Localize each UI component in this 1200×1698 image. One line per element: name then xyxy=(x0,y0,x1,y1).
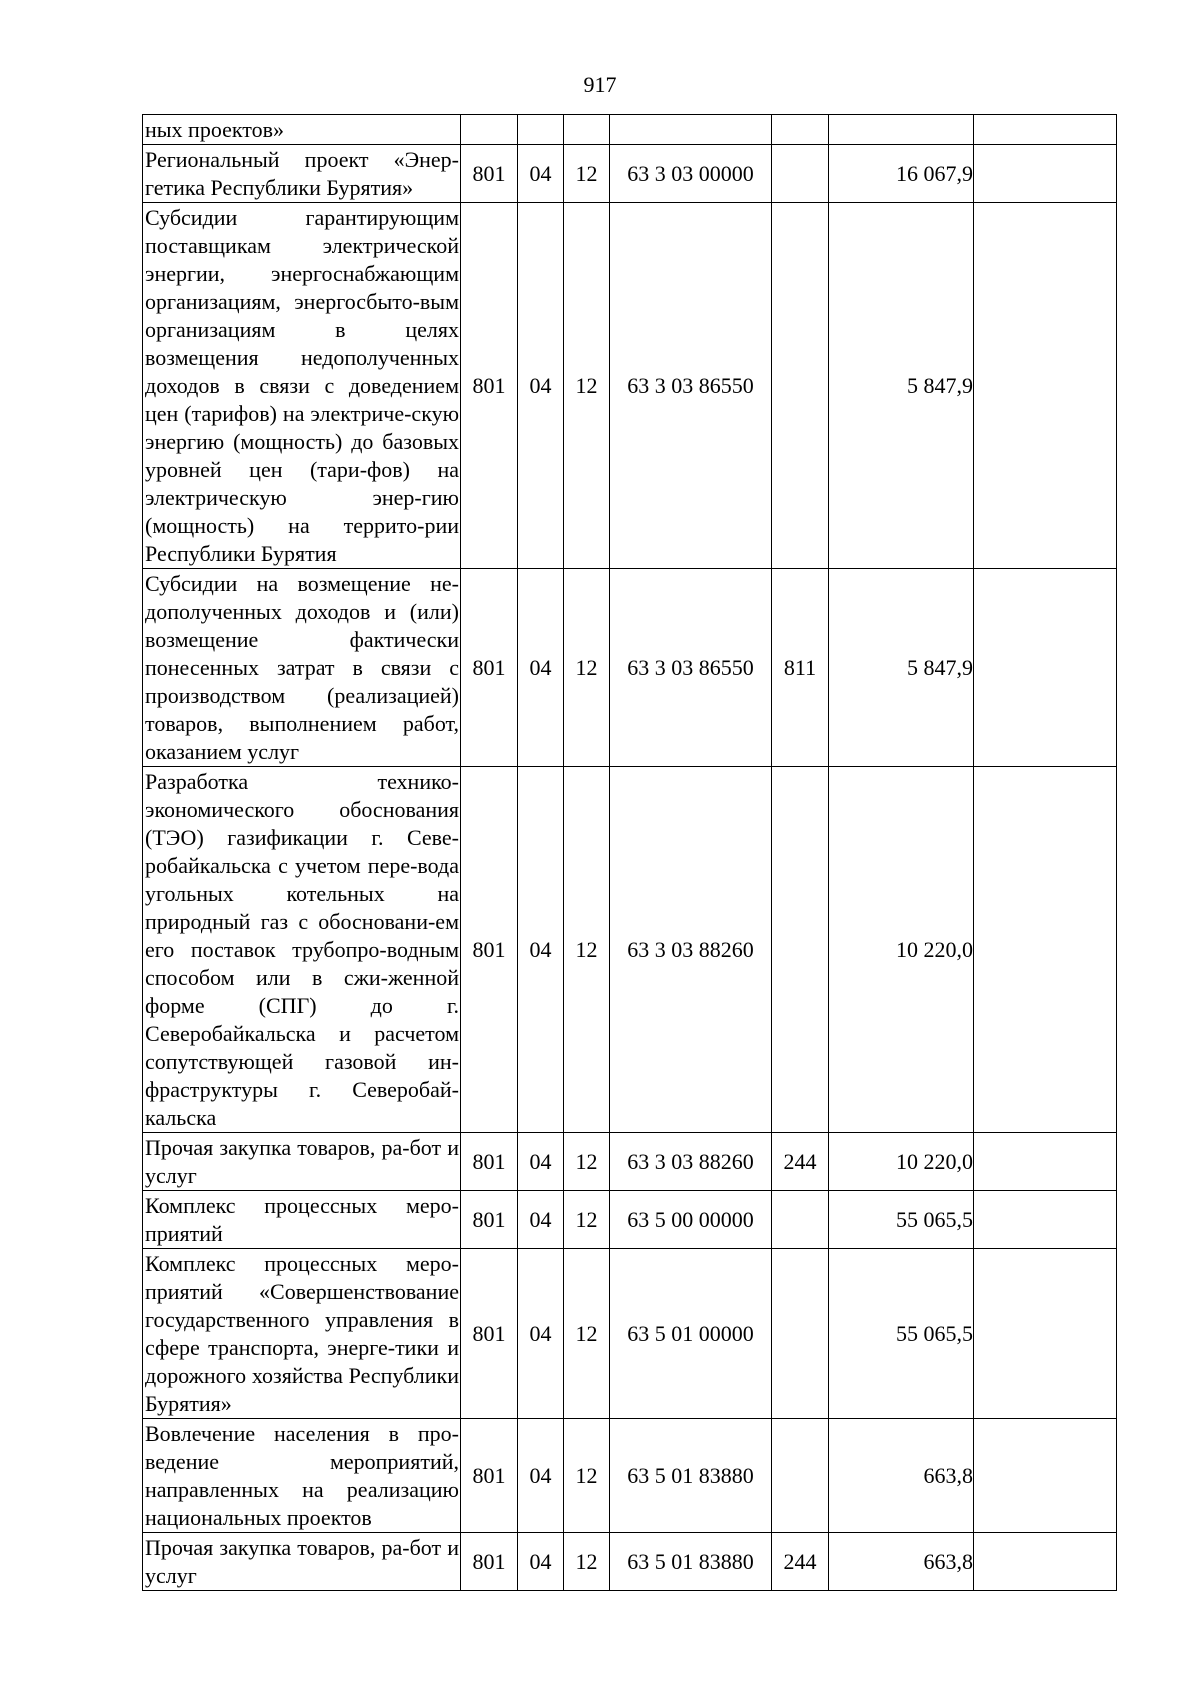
cell-csr xyxy=(610,115,772,145)
cell-name: Комплекс процессных меро-приятий xyxy=(143,1191,461,1249)
cell-csr: 63 3 03 86550 xyxy=(610,569,772,767)
budget-table xyxy=(142,114,1117,1591)
cell-name: Субсидии гарантирующим поставщикам электрической энергии, энергоснабжающим организациям, энергосбыто-вым организациям в целях возмещения недополученных доходов в связи с доведением цен (тарифов) на электриче-скую энергию (мощность) до базовых уровней цен (тари-фов) на электрическую энер-гию (мощность) на террито-рии Республики Бурятия xyxy=(143,203,461,569)
cell-csr: 63 5 01 00000 xyxy=(610,1249,772,1419)
table-row xyxy=(143,145,1117,203)
cell-rz: 04 xyxy=(518,569,564,767)
cell-pr: 12 xyxy=(564,145,610,203)
table-row xyxy=(143,1249,1117,1419)
cell-sum: 5 847,9 xyxy=(829,203,974,569)
cell-ved: 801 xyxy=(461,1249,518,1419)
cell-csr: 63 3 03 88260 xyxy=(610,767,772,1133)
cell-vr: 244 xyxy=(772,1533,829,1591)
cell-ved: 801 xyxy=(461,767,518,1133)
cell-name: Комплекс процессных меро-приятий «Совершенствование государственного управления в сфере транспорта, энерге-тики и дорожного хозяйства Республики Бурятия» xyxy=(143,1249,461,1419)
table-row xyxy=(143,767,1117,1133)
table-row xyxy=(143,115,1117,145)
cell-sum: 663,8 xyxy=(829,1533,974,1591)
cell-rz: 04 xyxy=(518,203,564,569)
cell-ved: 801 xyxy=(461,145,518,203)
table-body xyxy=(143,115,1117,1591)
cell-ved: 801 xyxy=(461,203,518,569)
cell-ved: 801 xyxy=(461,1533,518,1591)
cell-rz: 04 xyxy=(518,1249,564,1419)
cell-csr: 63 5 00 00000 xyxy=(610,1191,772,1249)
cell-name: Прочая закупка товаров, ра-бот и услуг xyxy=(143,1533,461,1591)
cell-extra xyxy=(974,1133,1117,1191)
table-row xyxy=(143,203,1117,569)
cell-csr: 63 3 03 88260 xyxy=(610,1133,772,1191)
cell-rz: 04 xyxy=(518,1133,564,1191)
cell-rz: 04 xyxy=(518,1191,564,1249)
table-row xyxy=(143,1419,1117,1533)
cell-vr xyxy=(772,1419,829,1533)
page-number: 917 xyxy=(583,72,617,97)
cell-vr xyxy=(772,203,829,569)
cell-name: ных проектов» xyxy=(143,115,461,145)
cell-rz: 04 xyxy=(518,767,564,1133)
cell-vr: 811 xyxy=(772,569,829,767)
cell-extra xyxy=(974,115,1117,145)
cell-csr: 63 3 03 86550 xyxy=(610,203,772,569)
cell-ved: 801 xyxy=(461,1133,518,1191)
cell-rz: 04 xyxy=(518,145,564,203)
cell-pr: 12 xyxy=(564,1533,610,1591)
cell-extra xyxy=(974,1533,1117,1591)
cell-extra xyxy=(974,145,1117,203)
cell-ved: 801 xyxy=(461,1191,518,1249)
cell-pr: 12 xyxy=(564,203,610,569)
cell-extra xyxy=(974,1191,1117,1249)
cell-pr: 12 xyxy=(564,1133,610,1191)
cell-sum xyxy=(829,115,974,145)
cell-vr: 244 xyxy=(772,1133,829,1191)
cell-pr: 12 xyxy=(564,767,610,1133)
cell-pr xyxy=(564,115,610,145)
cell-extra xyxy=(974,767,1117,1133)
cell-vr xyxy=(772,115,829,145)
cell-ved: 801 xyxy=(461,1419,518,1533)
table-row xyxy=(143,1533,1117,1591)
cell-csr: 63 5 01 83880 xyxy=(610,1533,772,1591)
cell-pr: 12 xyxy=(564,1419,610,1533)
table-row xyxy=(143,569,1117,767)
cell-extra xyxy=(974,1419,1117,1533)
cell-sum: 55 065,5 xyxy=(829,1249,974,1419)
cell-rz: 04 xyxy=(518,1533,564,1591)
cell-vr xyxy=(772,1191,829,1249)
cell-pr: 12 xyxy=(564,1191,610,1249)
cell-ved: 801 xyxy=(461,569,518,767)
cell-name: Субсидии на возмещение не-дополученных доходов и (или) возмещение фактически понесенных затрат в связи с производством (реализацией) товаров, выполнением работ, оказанием услуг xyxy=(143,569,461,767)
cell-sum: 5 847,9 xyxy=(829,569,974,767)
cell-rz xyxy=(518,115,564,145)
cell-sum: 10 220,0 xyxy=(829,767,974,1133)
cell-extra xyxy=(974,569,1117,767)
cell-sum: 16 067,9 xyxy=(829,145,974,203)
cell-sum: 10 220,0 xyxy=(829,1133,974,1191)
cell-sum: 55 065,5 xyxy=(829,1191,974,1249)
cell-pr: 12 xyxy=(564,569,610,767)
cell-extra xyxy=(974,1249,1117,1419)
table-row xyxy=(143,1191,1117,1249)
cell-ved xyxy=(461,115,518,145)
cell-csr: 63 5 01 83880 xyxy=(610,1419,772,1533)
cell-rz: 04 xyxy=(518,1419,564,1533)
table-row xyxy=(143,1133,1117,1191)
cell-csr: 63 3 03 00000 xyxy=(610,145,772,203)
cell-name: Вовлечение населения в про-ведение мероприятий, направленных на реализацию национальных проектов xyxy=(143,1419,461,1533)
cell-sum: 663,8 xyxy=(829,1419,974,1533)
cell-pr: 12 xyxy=(564,1249,610,1419)
cell-vr xyxy=(772,767,829,1133)
cell-extra xyxy=(974,203,1117,569)
cell-name: Региональный проект «Энер-гетика Республики Бурятия» xyxy=(143,145,461,203)
cell-vr xyxy=(772,1249,829,1419)
cell-name: Прочая закупка товаров, ра-бот и услуг xyxy=(143,1133,461,1191)
cell-vr xyxy=(772,145,829,203)
cell-name: Разработка технико-экономического обоснования (ТЭО) газификации г. Севе-робайкальска с учетом пере-вода угольных котельных на природный газ с обосновани-ем его поставок трубопро-водным способом или в сжи-женной форме (СПГ) до г. Северобайкальска и расчетом сопутствующей газовой ин-фраструктуры г. Северобай-кальска xyxy=(143,767,461,1133)
